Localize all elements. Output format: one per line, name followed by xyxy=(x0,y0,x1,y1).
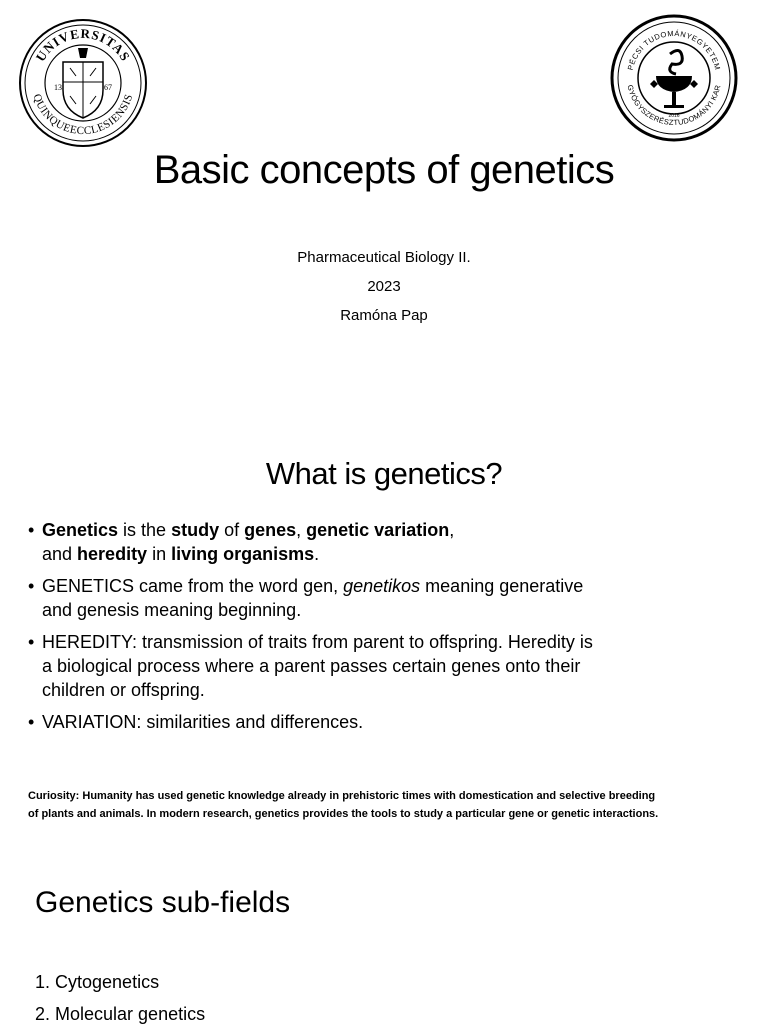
list-item: 1. Cytogenetics xyxy=(35,972,160,992)
bullet-marker: • xyxy=(28,520,35,540)
bullet-marker: • xyxy=(28,632,35,652)
bullet-variation xyxy=(28,710,728,734)
term-genetics: Genetics xyxy=(42,520,119,540)
curiosity-line: Curiosity: Humanity has used genetic knowledge already in prehistoric times with domestication and selective breeding xyxy=(28,790,656,802)
bullet-marker: • xyxy=(28,576,35,596)
text: of xyxy=(219,520,245,540)
bullet-heredity xyxy=(28,630,728,702)
bullet-genetics-definition xyxy=(28,518,728,566)
term-genes: genes xyxy=(244,520,297,540)
text: VARIATION: similarities and differences. xyxy=(42,712,364,732)
term-genetic-variation: genetic variation xyxy=(306,520,450,540)
course-name: Pharmaceutical Biology II. xyxy=(297,249,471,266)
sub-fields-list xyxy=(35,966,205,1030)
term-heredity: heredity xyxy=(77,544,148,564)
text: meaning generative xyxy=(420,576,584,596)
term-study: study xyxy=(171,520,220,540)
list-item: 2. Molecular genetics xyxy=(35,1004,206,1024)
seal-left-year-right: 67 xyxy=(104,83,112,92)
seal-right-top-text: PÉCSI TUDOMÁNYEGYETEM xyxy=(625,28,723,72)
curiosity-note xyxy=(28,787,740,823)
text: in xyxy=(147,544,172,564)
section-title-sub-fields: Genetics sub-fields xyxy=(35,886,291,919)
university-seal-logo xyxy=(18,18,148,148)
curiosity-line: of plants and animals. In modern research, genetics provides the tools to study a particular gene or genetic interactions. xyxy=(28,808,659,820)
text: and xyxy=(42,544,78,564)
seal-right-bottom-text: GYÓGYSZERÉSZTUDOMÁNYI KAR xyxy=(625,83,723,128)
text: HEREDITY: transmission of traits from parent to offspring. Heredity is xyxy=(42,632,593,652)
faculty-seal-logo xyxy=(610,14,738,142)
bullet-marker: • xyxy=(28,712,35,732)
text: children or offspring. xyxy=(42,680,205,700)
seal-left-top-text: UNIVERSITAS xyxy=(32,25,134,65)
text: , xyxy=(296,520,307,540)
course-year: 2023 xyxy=(367,278,401,295)
text: a biological process where a parent passes certain genes onto their xyxy=(42,656,581,676)
seal-left-bottom-text: QUINQUEECCLESIENSIS xyxy=(30,92,136,138)
seal-right-year: 2016 xyxy=(668,113,680,119)
genetics-bullet-list xyxy=(28,518,728,742)
text: and genesis meaning beginning. xyxy=(42,600,302,620)
author-name: Ramóna Pap xyxy=(340,307,428,324)
text: . xyxy=(314,544,320,564)
text: , xyxy=(449,520,455,540)
bullet-genetics-etymology xyxy=(28,574,728,622)
term-living-organisms: living organisms xyxy=(171,544,315,564)
section-title-what-is-genetics: What is genetics? xyxy=(265,456,503,491)
text: GENETICS came from the word gen, xyxy=(42,576,344,596)
page-title: Basic concepts of genetics xyxy=(153,148,615,192)
term-genetikos: genetikos xyxy=(343,576,421,596)
text: is the xyxy=(118,520,172,540)
seal-left-year-left: 13 xyxy=(54,83,62,92)
